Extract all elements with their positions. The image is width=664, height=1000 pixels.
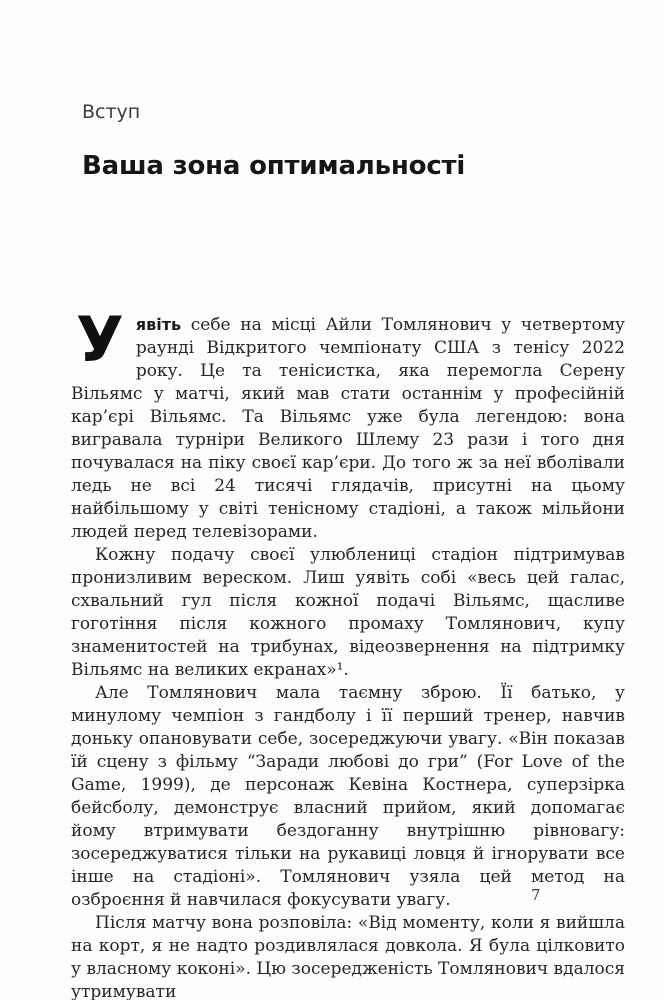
body-text	[71, 303, 625, 1000]
paragraph-text: себе на місці Айли Томлянович у четвертому раунді Відкритого чемпіонату США з тенісу 2022 року. Це та тенісистка, яка перемогла Серену Вільямс у матчі, який мав стати останнім у професійній кар’єрі Вільямс. Та Вільямс уже була легендою: вона вигравала турніри Великого Шлему 23 рази і того дня почувалася на піку своєї кар’єри. До того ж за неї вболівали ледь не всі 24 тисячі глядачів, присутні на цьому найбільшому у світі тенісному стадіоні, а також мільйони людей перед телевізорами.	[71, 315, 625, 542]
page-title: Ваша зона оптимальності	[82, 151, 466, 181]
paragraph-text: Але Томлянович мала таємну зброю. Її батько, у минулому чемпіон з гандболу і її перший тренер, навчив доньку опановувати себе, зосереджуючи увагу. «Він показав їй сцену з фільму “Заради любові до гри” (For Love of the Game, 1999), де персонаж Кевіна Костнера, суперзірка бейсболу, демонструє власний прийом, який допомагає йому втримувати бездоганну внутрішню рівновагу: зосереджуватися тільки на рукавиці ловця й ігнорувати все інше на стадіоні». Томлянович узяла цей метод на озброєння й навчилася фокусувати увагу.	[71, 683, 625, 910]
paragraph-text: Кожну подачу своєї улюблениці стадіон підтримував пронизливим вереском. Лиш уявіть собі «весь цей галас, схвальний гул після кожної подачі Вільямс, щасливе гоготіння після кожного промаху Томлянович, купу знаменитостей на трибунах, відеозвернення на підтримку Вільямс на великих екранах»¹.	[71, 545, 625, 680]
paragraph-dropcap	[71, 303, 625, 544]
chapter-kicker: Вступ	[82, 101, 141, 123]
lead-word: явіть	[135, 315, 182, 334]
page-number: 7	[531, 886, 541, 904]
paragraph-text: Після матчу вона розповіла: «Від моменту, коли я вийшла на корт, я не надто роздивлялася довкола. Я була цілковито у власному коконі». Цю зосередженість Томлянович вдалося утримувати	[71, 913, 625, 1000]
dropcap-letter: У	[76, 303, 124, 376]
